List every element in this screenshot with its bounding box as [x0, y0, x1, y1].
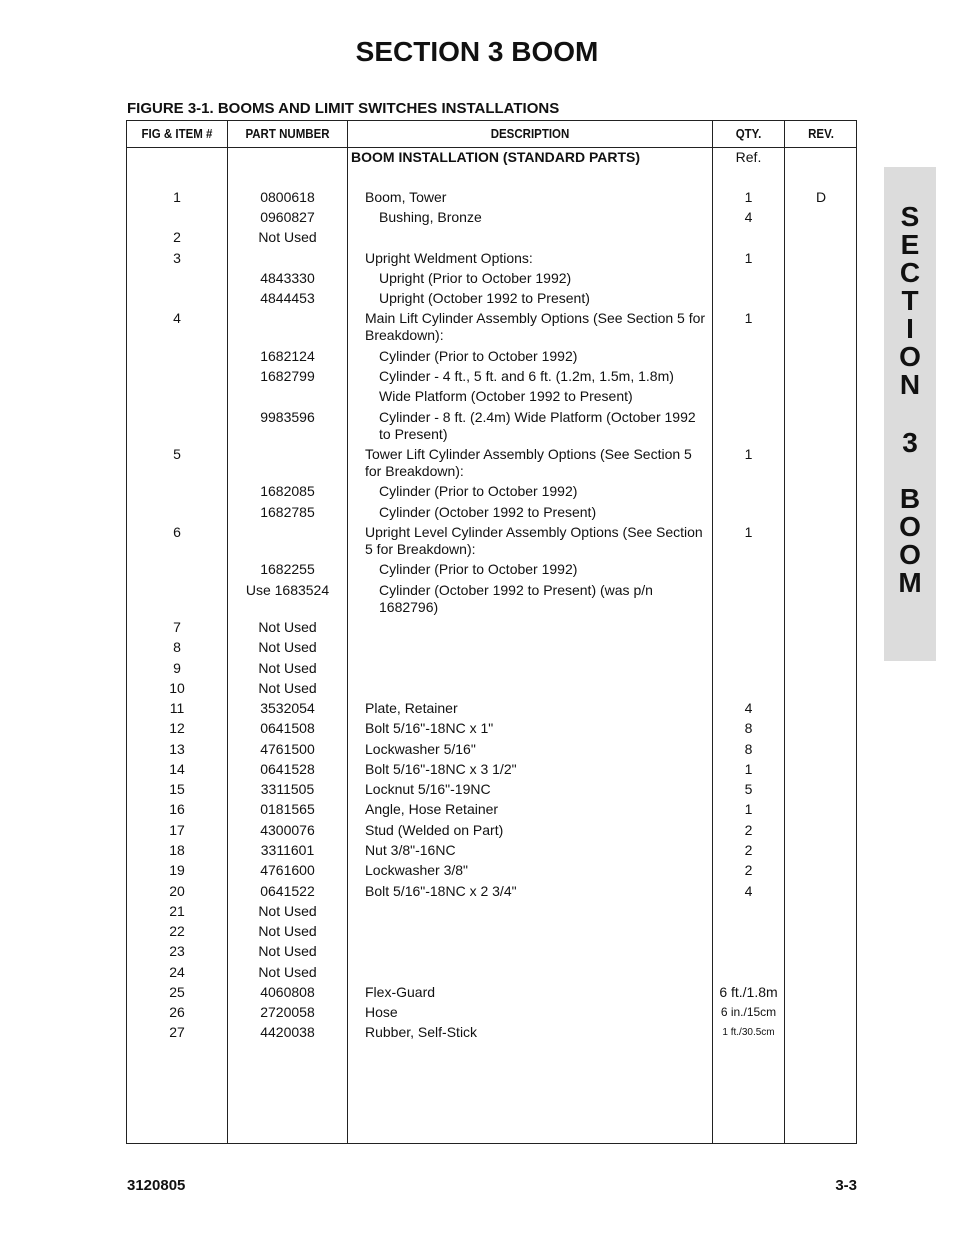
part-number: 4420038 — [260, 1024, 315, 1040]
quantity: 4 — [744, 883, 753, 899]
quantity: 8 — [744, 720, 753, 736]
header-divider — [127, 147, 856, 148]
item-number: 3 — [173, 250, 181, 266]
item-number: 18 — [169, 842, 185, 858]
part-number: 1682085 — [260, 483, 315, 499]
part-number: 9983596 — [260, 409, 315, 425]
description: Cylinder (Prior to October 1992) — [379, 483, 578, 499]
part-number: 3311505 — [260, 781, 315, 797]
quantity: 4 — [744, 209, 753, 225]
description: Main Lift Cylinder Assembly Options (See Section 5 for Breakdown): — [365, 310, 706, 343]
description: Stud (Welded on Part) — [365, 822, 504, 838]
side-tab-letter: O — [899, 511, 921, 542]
side-tab-letter: I — [906, 313, 914, 344]
item-number: 14 — [169, 761, 185, 777]
document-number: 3120805 — [127, 1177, 186, 1194]
side-tab-letter: B — [899, 483, 921, 514]
description: Bolt 5/16"-18NC x 3 1/2" — [365, 761, 517, 777]
part-number: 4761500 — [260, 741, 315, 757]
part-number: Not Used — [258, 619, 317, 635]
description: Bolt 5/16"-18NC x 2 3/4" — [365, 883, 517, 899]
description: Angle, Hose Retainer — [365, 801, 499, 817]
part-number: Not Used — [258, 923, 317, 939]
description: Cylinder (Prior to October 1992) — [379, 348, 578, 364]
description: Cylinder (Prior to October 1992) — [379, 561, 578, 577]
description: Locknut 5/16"-19NC — [365, 781, 491, 797]
description: Wide Platform (October 1992 to Present) — [379, 388, 633, 404]
page-title: SECTION 3 BOOM — [355, 36, 599, 67]
part-number: 0960827 — [260, 209, 315, 225]
item-number: 5 — [173, 446, 181, 462]
item-number: 9 — [173, 660, 181, 676]
part-number: 1682799 — [260, 368, 315, 384]
description: Nut 3/8"-16NC — [365, 842, 456, 858]
item-number: 11 — [169, 700, 185, 716]
item-number: 12 — [169, 720, 185, 736]
side-tab-letter: N — [899, 369, 921, 400]
part-number: 1682785 — [260, 504, 315, 520]
quantity: 1 — [744, 189, 753, 205]
part-number: Not Used — [258, 903, 317, 919]
column-divider — [347, 121, 348, 1143]
description: Boom, Tower — [365, 189, 447, 205]
quantity: 2 — [744, 822, 753, 838]
part-number: 4843330 — [260, 270, 315, 286]
quantity: 1 — [744, 524, 753, 540]
item-number: 2 — [173, 229, 181, 245]
item-number: 22 — [169, 923, 185, 939]
quantity: 1 ft./30.5cm — [722, 1027, 775, 1038]
item-number: 15 — [169, 781, 185, 797]
description: Cylinder - 4 ft., 5 ft. and 6 ft. (1.2m, 1.5m, 1.8m) — [379, 368, 674, 384]
description: Flex-Guard — [365, 984, 436, 1000]
item-number: 20 — [169, 883, 185, 899]
quantity: 1 — [744, 446, 753, 462]
part-number: Use 1683524 — [245, 582, 330, 598]
header-item: FIG & ITEM # — [141, 127, 213, 141]
part-number: 0641508 — [260, 720, 315, 736]
side-tab-letter: M — [898, 567, 922, 598]
description: Bolt 5/16"-18NC x 1" — [365, 720, 494, 736]
part-number: Not Used — [258, 660, 317, 676]
description: Upright (October 1992 to Present) — [379, 290, 590, 306]
quantity: 1 — [744, 250, 753, 266]
item-number: 27 — [169, 1024, 185, 1040]
item-number: 19 — [169, 862, 185, 878]
part-number: 4844453 — [260, 290, 315, 306]
header-description: DESCRIPTION — [490, 127, 570, 141]
quantity: 1 — [744, 761, 753, 777]
description: Bushing, Bronze — [379, 209, 482, 225]
item-number: 7 — [173, 619, 181, 635]
part-number: 0641528 — [260, 761, 315, 777]
item-number: 21 — [169, 903, 185, 919]
quantity: 6 ft./1.8m — [719, 984, 778, 1000]
quantity: 6 in./15cm — [720, 1005, 777, 1019]
part-number: 1682255 — [260, 561, 315, 577]
side-tab-letter: 3 — [902, 427, 918, 458]
description: Upright Level Cylinder Assembly Options (See Section 5 for Breakdown): — [365, 524, 703, 557]
side-tab-letter: C — [899, 257, 921, 288]
header-part-number: PART NUMBER — [245, 127, 330, 141]
side-tab-letter: O — [899, 341, 921, 372]
part-number: 4761600 — [260, 862, 315, 878]
header-qty: QTY. — [735, 127, 762, 141]
description: BOOM INSTALLATION (STANDARD PARTS) — [351, 149, 641, 165]
part-number: Not Used — [258, 964, 317, 980]
header-rev: REV. — [808, 127, 834, 141]
item-number: 13 — [169, 741, 185, 757]
part-number: 0641522 — [260, 883, 315, 899]
side-tab-letter: O — [899, 539, 921, 570]
section-side-tab — [884, 167, 936, 661]
item-number: 24 — [169, 964, 185, 980]
part-number: Not Used — [258, 680, 317, 696]
item-number: 23 — [169, 943, 185, 959]
part-number: 4300076 — [260, 822, 315, 838]
description: Upright (Prior to October 1992) — [379, 270, 572, 286]
description: Cylinder - 8 ft. (2.4m) Wide Platform (October 1992 to Present) — [379, 409, 696, 442]
description: Hose — [365, 1004, 398, 1020]
quantity: Ref. — [735, 149, 762, 165]
item-number: 16 — [169, 801, 185, 817]
part-number: 0800618 — [260, 189, 315, 205]
quantity: 5 — [744, 781, 753, 797]
revision: D — [815, 189, 827, 205]
quantity: 4 — [744, 700, 753, 716]
item-number: 1 — [173, 189, 181, 205]
parts-table — [126, 120, 857, 1144]
description: Cylinder (October 1992 to Present) (was p/n 1682796) — [379, 582, 653, 615]
item-number: 6 — [173, 524, 181, 540]
figure-title: FIGURE 3-1. BOOMS AND LIMIT SWITCHES INSTALLATIONS — [127, 100, 560, 117]
item-number: 25 — [169, 984, 185, 1000]
description: Lockwasher 5/16" — [365, 741, 476, 757]
part-number: 1682124 — [260, 348, 315, 364]
item-number: 17 — [169, 822, 185, 838]
side-tab-letter: T — [901, 285, 919, 316]
side-tab-letter: S — [900, 201, 920, 232]
description: Upright Weldment Options: — [365, 250, 533, 266]
quantity: 2 — [744, 842, 753, 858]
item-number: 8 — [173, 639, 181, 655]
item-number: 4 — [173, 310, 181, 326]
quantity: 1 — [744, 801, 753, 817]
column-divider — [784, 121, 785, 1143]
description: Tower Lift Cylinder Assembly Options (See Section 5 for Breakdown): — [365, 446, 692, 479]
quantity: 1 — [744, 310, 753, 326]
description: Cylinder (October 1992 to Present) — [379, 504, 597, 520]
page-number: 3-3 — [835, 1177, 857, 1194]
part-number: Not Used — [258, 229, 317, 245]
part-number: 2720058 — [260, 1004, 315, 1020]
description: Lockwasher 3/8" — [365, 862, 469, 878]
quantity: 8 — [744, 741, 753, 757]
description: Rubber, Self-Stick — [365, 1024, 478, 1040]
quantity: 2 — [744, 862, 753, 878]
side-tab-letter: E — [900, 229, 920, 260]
description: Plate, Retainer — [365, 700, 458, 716]
part-number: Not Used — [258, 943, 317, 959]
part-number: Not Used — [258, 639, 317, 655]
part-number: 3311601 — [260, 842, 315, 858]
item-number: 10 — [169, 680, 185, 696]
item-number: 26 — [169, 1004, 185, 1020]
part-number: 4060808 — [260, 984, 315, 1000]
part-number: 0181565 — [260, 801, 315, 817]
part-number: 3532054 — [260, 700, 315, 716]
